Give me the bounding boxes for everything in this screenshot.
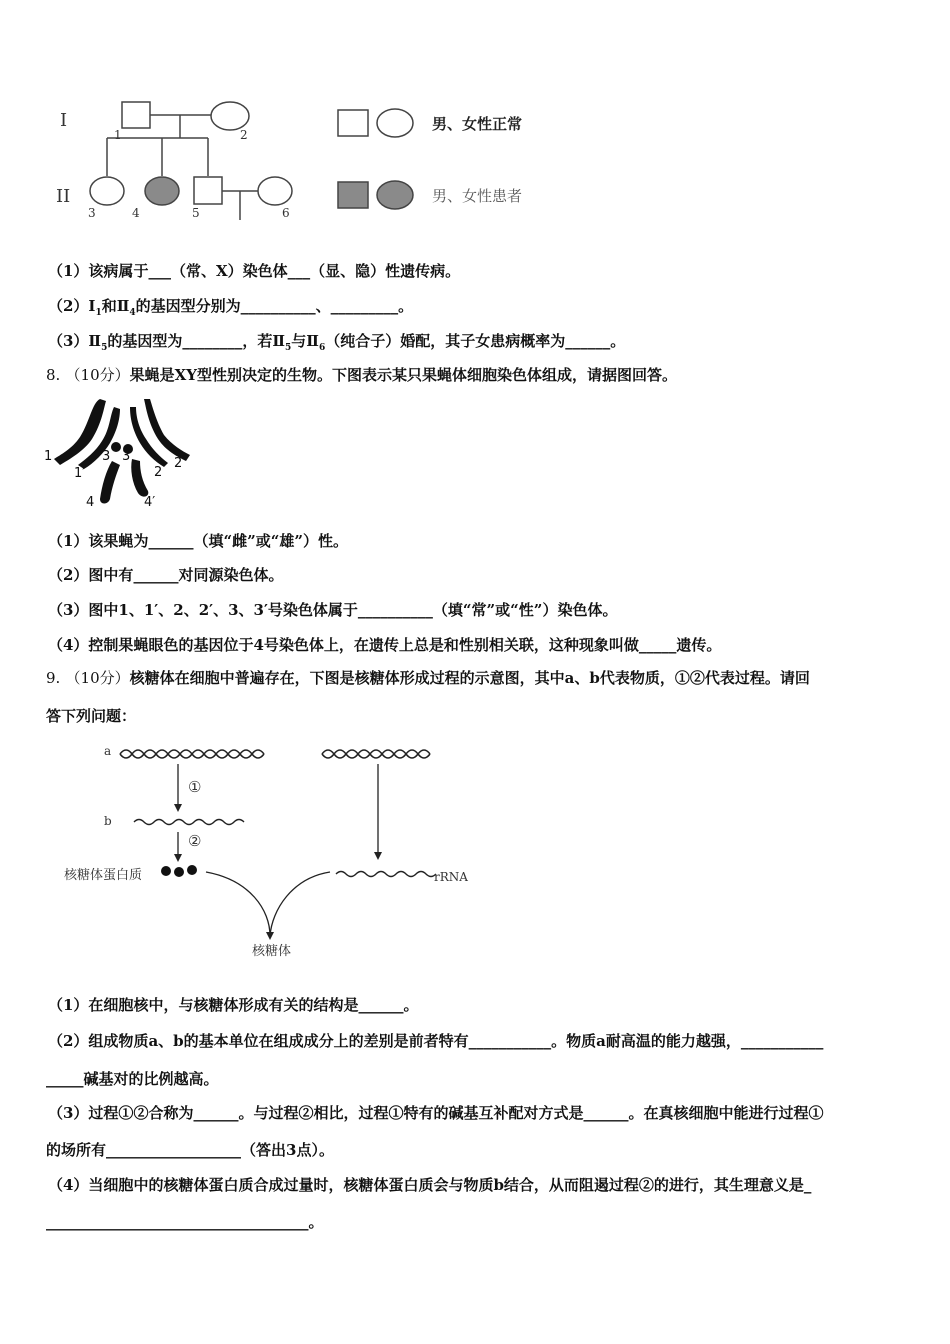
ribosomal-protein-dot-3 [187, 865, 197, 875]
individual-1-male-normal [122, 102, 150, 128]
chrom-label-4-prime: 4′ [144, 495, 156, 510]
ribosome-diagram [60, 740, 490, 970]
individual-6-female-normal [258, 177, 292, 205]
q7-part2: $(2)Ⅰ_1$和$Ⅱ_4$的基因型分别为__________、_________。 [48, 297, 414, 318]
q9-part3-line2: 的场所有__________________（答出3点）。 [46, 1141, 334, 1159]
chromosome-4 [100, 461, 120, 504]
q8-part3: （3）图中1、1′、2、2′、3、3′号染色体属于__________（填“常”或“性”）染色体。 [48, 601, 618, 619]
q8-number: 8. [46, 366, 61, 384]
chromosome-3 [111, 442, 121, 452]
label-ribosomal-protein: 核糖体蛋白质 [64, 868, 143, 883]
ribosome-formation-figure [60, 740, 490, 970]
chrom-label-4: 4 [86, 495, 95, 510]
chrom-label-1: 1 [44, 449, 53, 464]
legend-female-affected [377, 181, 413, 209]
id-6: 6 [282, 206, 290, 220]
id-5: 5 [192, 206, 200, 220]
label-step1: ① [188, 778, 202, 796]
generation-II-label: II [56, 186, 71, 207]
chrom-label-2-prime: 2′ [174, 456, 186, 471]
q9-stem-line2: 答下列问题： [46, 707, 137, 725]
individual-4-female-affected [145, 177, 179, 205]
label-ribosome: 核糖体 [252, 944, 292, 959]
pedigree-figure [50, 90, 610, 230]
q7-part3: $(3)Ⅱ_5$的基因型为________，若$Ⅱ_5$与$Ⅱ_6$（纯合子）婚配，其子女患病概率为______。 [48, 332, 626, 353]
chromosome-4-prime [131, 459, 148, 497]
individual-5-male-normal [194, 177, 222, 204]
id-3: 3 [88, 206, 96, 220]
chrom-label-2: 2 [154, 465, 163, 480]
legend-normal-label: 男、女性正常 [432, 115, 523, 133]
q9-part2-line1: （2）组成物质a、b的基本单位在组成成分上的差别是前者特有___________。物质a耐高温的能力越强，___________ [48, 1032, 824, 1050]
chrom-label-3-prime: 3′ [122, 449, 134, 464]
q8-score: （10分） [65, 366, 130, 384]
individual-2-female-normal [211, 102, 249, 130]
q9-part4-line2: ___________________________________。 [46, 1213, 324, 1231]
q8-part4: （4）控制果蝇眼色的基因位于4号染色体上，在遗传上总是和性别相关联，这种现象叫做_____遗传。 [48, 636, 722, 654]
q8-part2: （2）图中有______对同源染色体。 [48, 566, 284, 584]
q9-part1: （1）在细胞核中，与核糖体形成有关的结构是______。 [48, 996, 419, 1014]
legend-male-normal [338, 110, 368, 136]
q8-stem: 8. （10分）果蝇是XY型性别决定的生物。下图表示某只果蝇体细胞染色体组成，请据图回答。 [46, 366, 678, 384]
q7-part1: （1）该病属于___（常、X）染色体___（显、隐）性遗传病。 [48, 262, 461, 280]
q9-part2-line2: _____碱基对的比例越高。 [46, 1070, 219, 1088]
q9-stem-line1: 9. （10分）核糖体在细胞中普遍存在，下图是核糖体形成过程的示意图，其中a、b代表物质，①②代表过程。请回 [46, 669, 810, 687]
chrom-label-3: 3 [102, 449, 111, 464]
ribosomal-protein-dot-2 [174, 867, 184, 877]
q9-number: 9. [46, 669, 61, 687]
curve-rrna-to-ribosome [270, 872, 330, 936]
label-a: a [104, 744, 112, 758]
label-step2: ② [188, 832, 202, 850]
mrna-b [134, 820, 244, 825]
label-rrna: rRNA [434, 870, 468, 884]
id-2: 2 [240, 128, 248, 142]
ribosomal-protein-dot-1 [161, 866, 171, 876]
q8-part1: （1）该果蝇为______（填“雌”或“雄”）性。 [48, 532, 348, 550]
rrna-strand [336, 872, 436, 877]
q9-part4-line1: （4）当细胞中的核糖体蛋白质合成过量时，核糖体蛋白质会与物质b结合，从而阻遏过程②的进行，其生理意义是_ [48, 1176, 812, 1194]
q9-score: （10分） [65, 669, 130, 687]
q9-part3-line1: （3）过程①②合称为______。与过程②相比，过程①特有的碱基互补配对方式是______。在真核细胞中能进行过程① [48, 1104, 824, 1122]
legend-male-affected [338, 182, 368, 208]
legend-affected-label: 男、女性患者 [432, 187, 523, 205]
id-1: 1 [114, 128, 122, 142]
id-4: 4 [132, 206, 140, 220]
chromosome-figure [40, 393, 200, 518]
curve-protein-to-ribosome [206, 872, 270, 936]
chrom-label-1-prime: 1′ [74, 466, 86, 481]
individual-3-female-normal [90, 177, 124, 205]
legend-female-normal [377, 109, 413, 137]
generation-I-label: I [60, 110, 68, 131]
label-b: b [104, 814, 112, 828]
